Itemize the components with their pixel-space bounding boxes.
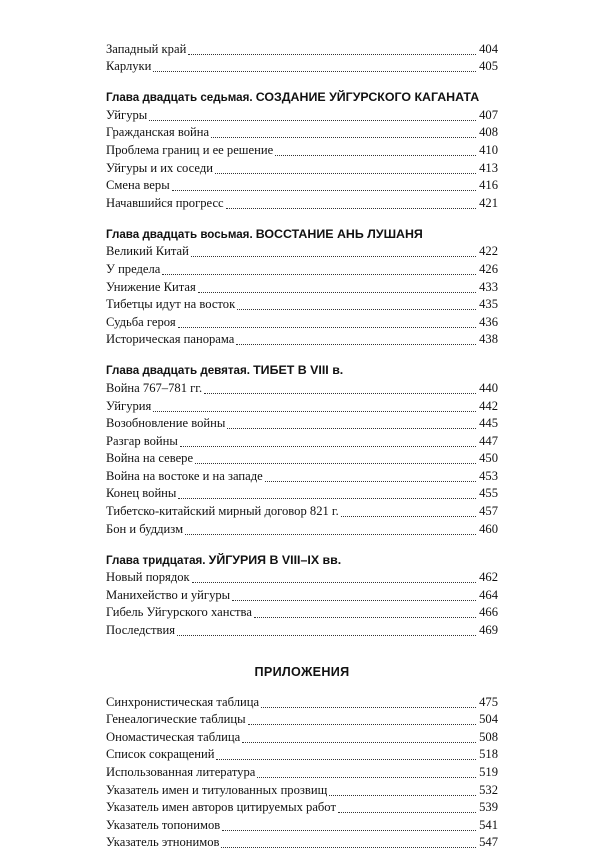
toc-entry xyxy=(106,432,498,450)
toc-entry xyxy=(106,485,498,503)
dot-leader xyxy=(178,315,476,328)
dot-leader xyxy=(153,59,476,72)
toc-entry xyxy=(106,711,498,729)
entry-page: 408 xyxy=(479,125,498,140)
entry-title: Указатель имен и титулованных прозвищ xyxy=(106,782,328,797)
entry-title: Гибель Уйгурского ханства xyxy=(106,605,252,620)
toc-entry xyxy=(106,834,498,851)
entry-title: Разгар войны xyxy=(106,433,178,448)
toc-entry xyxy=(106,177,498,195)
entry-page: 469 xyxy=(479,623,498,638)
entry-title: Смена веры xyxy=(106,178,170,193)
entry-page: 462 xyxy=(479,570,498,585)
entry-page: 508 xyxy=(479,729,498,744)
entry-title: Уйгуры xyxy=(106,107,148,122)
toc-entry xyxy=(106,502,498,520)
entry-title: Новый порядок xyxy=(106,570,190,585)
toc-entry xyxy=(106,379,498,397)
entry-page: 436 xyxy=(479,314,498,329)
entry-page: 547 xyxy=(479,835,498,850)
chapter-section xyxy=(106,362,498,537)
chapter-section xyxy=(106,226,498,349)
entry-title: Указатель этнонимов xyxy=(106,835,220,850)
entry-title: Западный край xyxy=(106,41,187,56)
entry-page: 532 xyxy=(479,782,498,797)
toc-entry xyxy=(106,124,498,142)
chapter-name: ВОССТАНИЕ АНЬ ЛУШАНЯ xyxy=(255,226,423,241)
entry-title: Тибетско-китайский мирный договор 821 г. xyxy=(106,504,339,519)
entry-page: 442 xyxy=(479,398,498,413)
entry-title: Бон и буддизм xyxy=(106,521,184,536)
entry-title: Тибетцы идут на восток xyxy=(106,297,236,312)
toc-entry xyxy=(106,243,498,261)
toc-entry xyxy=(106,621,498,639)
entry-title: Начавшийся прогресс xyxy=(106,195,224,210)
dot-leader xyxy=(198,280,476,293)
top-entries xyxy=(106,40,498,75)
entry-page: 504 xyxy=(479,712,498,727)
chapter-heading xyxy=(106,89,498,105)
chapter-heading xyxy=(106,362,498,378)
dot-leader xyxy=(338,800,476,813)
entry-page: 410 xyxy=(479,142,498,157)
entry-page: 438 xyxy=(479,332,498,347)
entry-title: Последствия xyxy=(106,623,175,638)
dot-leader xyxy=(162,262,476,275)
entry-title: Унижение Китая xyxy=(106,279,196,294)
toc-entry xyxy=(106,569,498,587)
entry-page: 475 xyxy=(479,694,498,709)
toc-entry xyxy=(106,799,498,817)
chapter-name: СОЗДАНИЕ УЙГУРСКОГО КАГАНАТА xyxy=(255,90,480,105)
chapter-label: Глава двадцать девятая. xyxy=(106,364,250,378)
chapter-heading xyxy=(106,552,498,568)
entry-page: 422 xyxy=(479,244,498,259)
entry-title: Карлуки xyxy=(106,59,152,74)
dot-leader xyxy=(248,712,476,725)
entry-title: Синхронистическая таблица xyxy=(106,694,260,709)
entry-title: Манихейство и уйгуры xyxy=(106,587,231,602)
dot-leader xyxy=(261,695,476,708)
entry-page: 413 xyxy=(479,160,498,175)
entry-page: 450 xyxy=(479,451,498,466)
chapter-name: ТИБЕТ В VIII в. xyxy=(253,363,344,378)
dot-leader xyxy=(236,332,476,345)
dot-leader xyxy=(237,297,476,310)
dot-leader xyxy=(227,416,476,429)
chapter-label: Глава тридцатая. xyxy=(106,553,206,567)
entry-title: Война на севере xyxy=(106,451,194,466)
toc-entry xyxy=(106,728,498,746)
chapter-label: Глава двадцать седьмая. xyxy=(106,91,253,105)
entry-title: Указатель топонимов xyxy=(106,817,221,832)
entry-title: Ономастическая таблица xyxy=(106,729,241,744)
toc-entry xyxy=(106,141,498,159)
entry-page: 460 xyxy=(479,521,498,536)
entry-title: Уйгурия xyxy=(106,398,152,413)
toc-entry xyxy=(106,781,498,799)
entry-page: 405 xyxy=(479,59,498,74)
entry-title: Гражданская война xyxy=(106,125,210,140)
entry-page: 404 xyxy=(479,41,498,56)
entry-page: 518 xyxy=(479,747,498,762)
toc-entry xyxy=(106,693,498,711)
dot-leader xyxy=(242,730,476,743)
entry-page: 426 xyxy=(479,261,498,276)
chapter-label: Глава двадцать восьмая. xyxy=(106,227,253,241)
toc-entry xyxy=(106,278,498,296)
entry-page: 464 xyxy=(479,587,498,602)
dot-leader xyxy=(265,469,476,482)
toc-entry xyxy=(106,816,498,834)
toc-entry xyxy=(106,397,498,415)
toc-entry xyxy=(106,260,498,278)
dot-leader xyxy=(221,835,476,848)
chapter-section xyxy=(106,552,498,639)
entry-page: 447 xyxy=(479,433,498,448)
entry-title: Историческая панорама xyxy=(106,332,235,347)
dot-leader xyxy=(226,196,476,209)
dot-leader xyxy=(232,588,476,601)
entry-title: Проблема границ и ее решение xyxy=(106,142,274,157)
toc-entry xyxy=(106,313,498,331)
toc-entry xyxy=(106,763,498,781)
entry-page: 466 xyxy=(479,605,498,620)
dot-leader xyxy=(329,783,476,796)
toc-entry xyxy=(106,520,498,538)
entry-page: 407 xyxy=(479,107,498,122)
dot-leader xyxy=(254,605,476,618)
entry-title: Война на востоке и на западе xyxy=(106,468,263,483)
entry-title: Список сокращений xyxy=(106,747,215,762)
entry-page: 416 xyxy=(479,178,498,193)
appendix-title: ПРИЛОЖЕНИЯ xyxy=(254,665,350,680)
entry-title: Возобновление войны xyxy=(106,416,226,431)
toc-entry xyxy=(106,40,498,58)
toc-entry xyxy=(106,159,498,177)
entry-title: Судьба героя xyxy=(106,314,176,329)
toc-entry xyxy=(106,586,498,604)
entry-page: 455 xyxy=(479,486,498,501)
toc-entry xyxy=(106,58,498,76)
dot-leader xyxy=(204,381,476,394)
dot-leader xyxy=(172,178,476,191)
chapter-section xyxy=(106,89,498,212)
toc-entry xyxy=(106,194,498,212)
toc-entry xyxy=(106,415,498,433)
dot-leader xyxy=(216,747,476,760)
dot-leader xyxy=(180,434,476,447)
entry-page: 421 xyxy=(479,195,498,210)
toc-entry xyxy=(106,604,498,622)
entry-title: Война 767–781 гг. xyxy=(106,380,203,395)
toc-entry xyxy=(106,331,498,349)
dot-leader xyxy=(211,125,476,138)
toc-entry xyxy=(106,450,498,468)
entry-page: 445 xyxy=(479,416,498,431)
entry-title: Уйгуры и их соседи xyxy=(106,160,213,175)
toc-entry xyxy=(106,296,498,314)
appendix-section xyxy=(106,665,498,851)
dot-leader xyxy=(177,623,476,636)
entry-page: 435 xyxy=(479,297,498,312)
dot-leader xyxy=(178,486,476,499)
dot-leader xyxy=(195,451,476,464)
entry-page: 433 xyxy=(479,279,498,294)
toc-entry xyxy=(106,467,498,485)
entry-title: Указатель имен авторов цитируемых работ xyxy=(106,800,336,815)
dot-leader xyxy=(153,399,476,412)
entry-page: 519 xyxy=(479,765,498,779)
dot-leader xyxy=(222,818,476,831)
toc-entry xyxy=(106,746,498,764)
entry-page: 440 xyxy=(479,380,498,395)
dot-leader xyxy=(191,244,476,257)
chapter-name: УЙГУРИЯ В VIII–IX вв. xyxy=(208,552,342,567)
toc-entry xyxy=(106,106,498,124)
entry-title: Генеалогические таблицы xyxy=(106,712,246,727)
dot-leader xyxy=(215,161,476,174)
entry-title: У предела xyxy=(106,261,161,276)
dot-leader xyxy=(275,143,476,156)
entry-page: 453 xyxy=(479,468,498,483)
entry-page: 457 xyxy=(479,504,498,519)
table-of-contents xyxy=(106,40,498,851)
dot-leader xyxy=(149,108,476,121)
dot-leader xyxy=(192,570,476,583)
dot-leader xyxy=(257,765,476,778)
entry-page: 541 xyxy=(479,817,498,832)
chapter-heading xyxy=(106,226,498,242)
entry-title: Конец войны xyxy=(106,486,177,501)
entry-title: Великий Китай xyxy=(106,244,189,259)
dot-leader xyxy=(341,504,476,517)
dot-leader xyxy=(185,522,476,535)
entry-page: 539 xyxy=(479,800,498,815)
entry-title: Использованная литература xyxy=(106,765,256,779)
dot-leader xyxy=(188,42,476,55)
